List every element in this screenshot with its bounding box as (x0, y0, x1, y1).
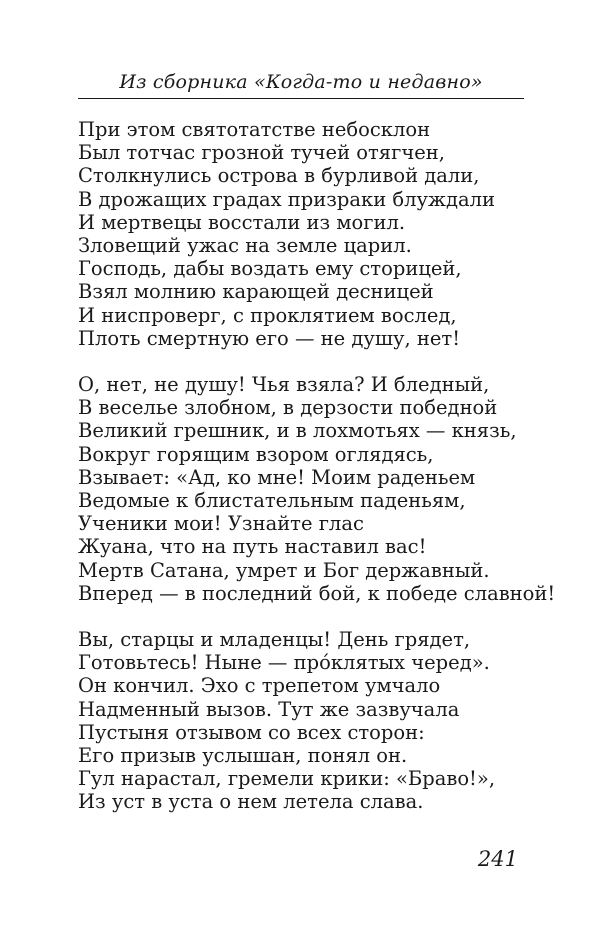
poem-line: Он кончил. Эхо с трепетом умчало (78, 674, 441, 698)
poem-line: Взывает: «Ад, ко мне! Моим раденьем (78, 465, 476, 489)
poem-line: При этом святотатстве небосклон (78, 118, 431, 141)
poem-line: И ниспроверг, с проклятием вослед, (78, 303, 457, 327)
poem-line: Вперед — в последний бой, к победе славной! (78, 581, 556, 605)
poem-line: Готовьтесь! Ныне — про́клятых черед». (78, 651, 490, 675)
poem-line: Господь, дабы воздать ему сторицей, (78, 257, 462, 281)
poem-line: В дрожащих градах призраки блуждали (78, 187, 495, 211)
poem-line: Зловещий ужас на земле царил. (78, 234, 412, 258)
poem-line: Из уст в уста о нем летела слава. (78, 790, 424, 814)
poem-line: Мертв Сатана, умрет и Бог державный. (78, 558, 490, 582)
poem-line: Был тотчас грозной тучей отягчен, (78, 141, 445, 165)
stanza-2 (78, 373, 556, 605)
poem-line: Плоть смертную его — не душу, нет! (78, 326, 461, 350)
poem (78, 118, 556, 837)
stanza-3 (78, 628, 524, 814)
poem-line: Пустыня отзывом со всех сторон: (78, 720, 425, 744)
header-rule (78, 98, 524, 99)
poem-line: Надменный вызов. Тут же зазвучала (78, 697, 460, 721)
poem-line: О, нет, не душу! Чья взяла? И бледный, (78, 373, 490, 397)
poem-line: Жуана, что на путь наставил вас! (78, 535, 427, 559)
poem-line: Гул нарастал, гремели крики: «Браво!», (78, 767, 496, 791)
poem-line: Его призыв услышан, понял он. (78, 744, 408, 768)
stanza-1 (78, 118, 524, 350)
running-head: Из сборника «Когда-то и недавно» (119, 71, 483, 93)
poem-line: Вокруг горящим взором оглядясь, (78, 442, 434, 466)
poem-line: Вы, старцы и младенцы! День грядет, (78, 628, 471, 652)
poem-line: В веселье злобном, в дерзости победной (78, 396, 498, 420)
poem-line: И мертвецы восстали из могил. (78, 210, 406, 234)
poem-line: Столкнулись острова в бурливой дали, (78, 164, 480, 188)
poem-line: Великий грешник, и в лохмотьях — князь, (78, 419, 517, 443)
poem-line: Ученики мои! Узнайте глас (78, 512, 364, 536)
page-number: 241 (477, 847, 518, 871)
poem-line: Ведомые к блистательным паденьям, (78, 489, 466, 513)
poem-line: Взял молнию карающей десницей (78, 280, 434, 304)
